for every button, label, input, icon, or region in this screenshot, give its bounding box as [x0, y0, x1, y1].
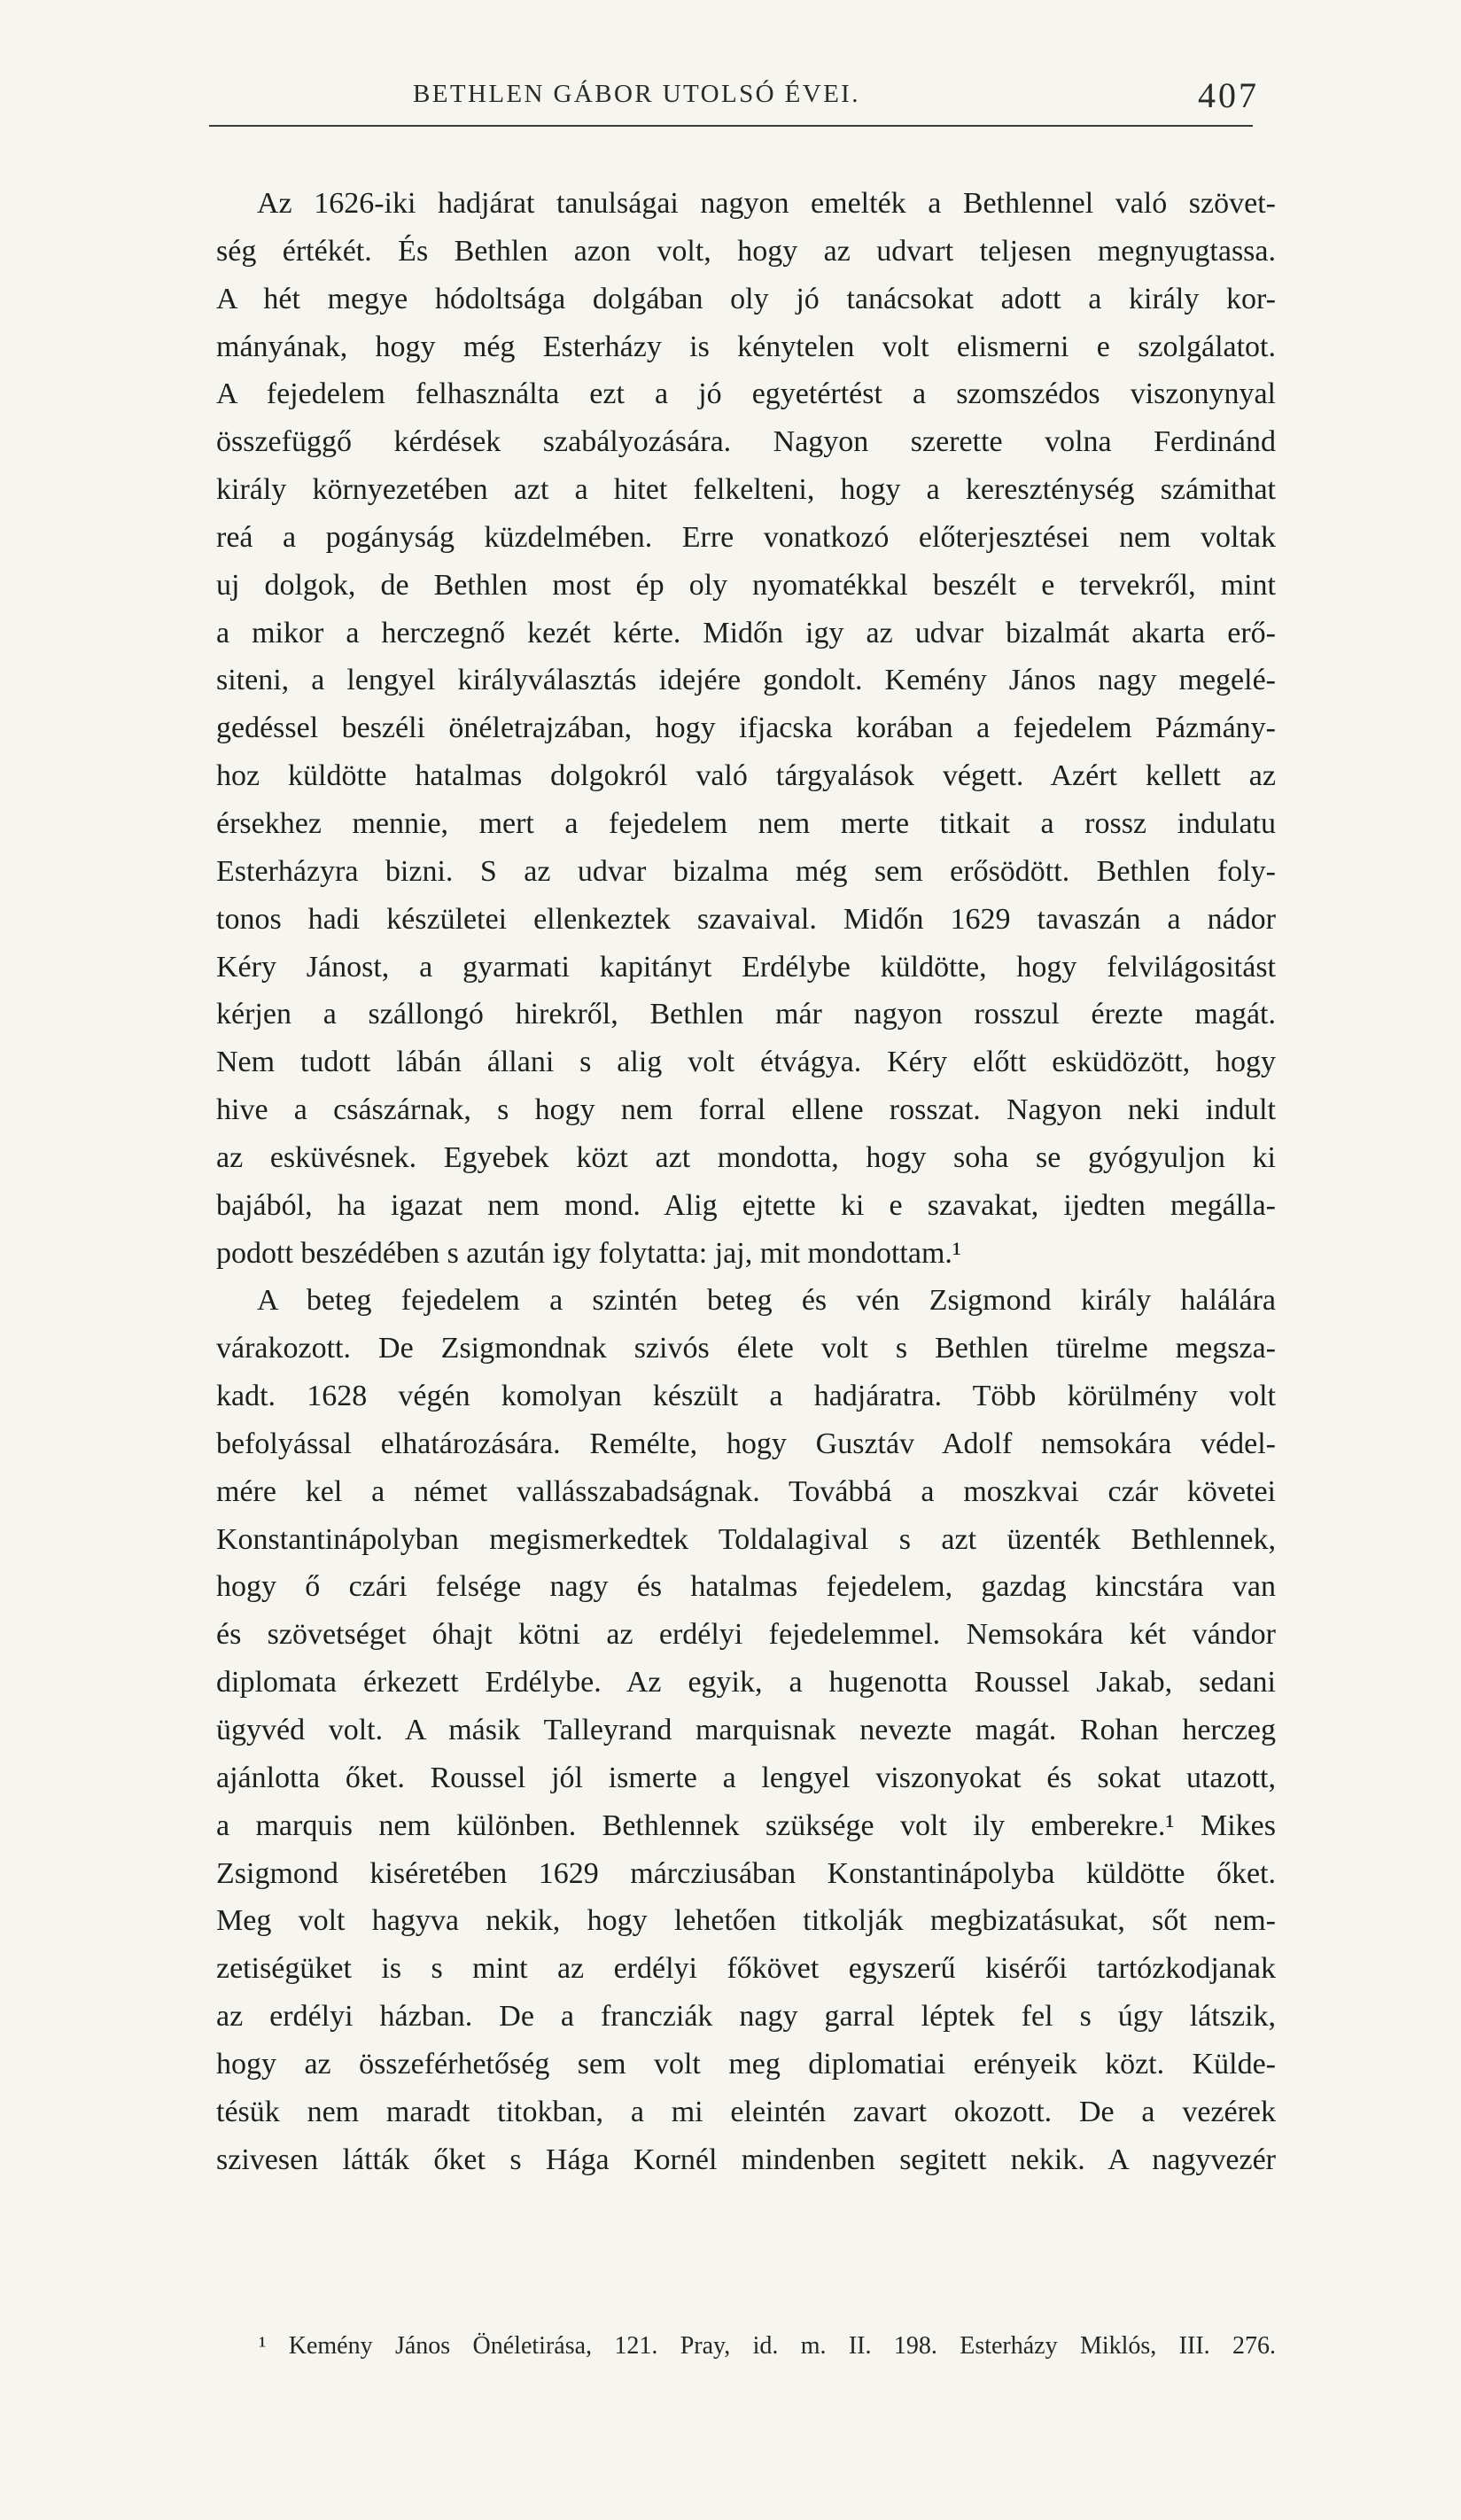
- text-line: mére kel a német vallásszabadságnak. Továbbá a moszkvai czár követei: [216, 1474, 1276, 1508]
- text-line: gedéssel beszéli önéletrajzában, hogy ifjacska korában a fejedelem Pázmány-: [216, 712, 1276, 745]
- text-line: siteni, a lengyel királyválasztás idejére gondolt. Kemény János nagy megelé-: [216, 664, 1276, 697]
- text-line: várakozott. De Zsigmondnak szivós élete volt s Bethlen türelme megsza-: [216, 1332, 1276, 1365]
- page-number: 407: [1198, 75, 1259, 115]
- text-line: reá a pogányság küzdelmében. Erre vonatkozó előterjesztései nem voltak: [216, 520, 1276, 554]
- text-line: Esterházyra bizni. S az udvar bizalma még sem erősödött. Bethlen foly-: [216, 854, 1276, 888]
- text-line: ügyvéd volt. A másik Talleyrand marquisnak nevezte magát. Rohan herczeg: [216, 1714, 1276, 1746]
- text-line: zetiségüket is s mint az erdélyi főkövet egyszerű kisérői tartózkodjanak: [216, 1952, 1276, 1986]
- text-line: hogy az összeférhetőség sem volt meg diplomatiai erényeik közt. Külde-: [216, 2047, 1276, 2081]
- text-line: Zsigmond kiséretében 1629 márcziusában Konstantinápolyba küldötte őket.: [216, 1856, 1276, 1890]
- text-line: tonos hadi készületei ellenkeztek szavaival. Midőn 1629 tavaszán a nádor: [216, 902, 1276, 936]
- text-line: és szövetséget óhajt kötni az erdélyi fejedelemmel. Nemsokára két vándor: [216, 1618, 1276, 1652]
- text-line: tésük nem maradt titokban, a mi eleintén zavart okozott. De a vezérek: [216, 2095, 1276, 2128]
- text-line: bajából, ha igazat nem mond. Alig ejtette ki e szavakat, ijedten megálla-: [216, 1188, 1276, 1222]
- text-line: ajánlotta őket. Roussel jól ismerte a lengyel viszonyokat és sokat utazott,: [216, 1761, 1276, 1794]
- text-line: a marquis nem különben. Bethlennek szüksége volt ily emberekre.¹ Mikes: [216, 1808, 1276, 1842]
- text-line: A fejedelem felhasználta ezt a jó egyetértést a szomszédos viszonynyal: [216, 377, 1276, 411]
- text-line: A hét megye hódoltsága dolgában oly jó tanácsokat adott a király kor-: [216, 282, 1276, 315]
- running-title: BETHLEN GÁBOR UTOLSÓ ÉVEI.: [413, 80, 860, 108]
- text-line: érsekhez mennie, mert a fejedelem nem merte titkait a rossz indulatu: [216, 806, 1276, 840]
- footnote: ¹ Kemény János Önéletirása, 121. Pray, id. m. II. 198. Esterházy Miklós, III. 276.: [259, 2332, 1276, 2360]
- text-line: az erdélyi házban. De a francziák nagy garral léptek fel s úgy látszik,: [216, 2000, 1276, 2034]
- text-line: hive a császárnak, s hogy nem forral ellene rosszat. Nagyon neki indult: [216, 1093, 1276, 1127]
- text-line: ség értékét. És Bethlen azon volt, hogy az udvart teljesen megnyugtassa.: [216, 234, 1276, 268]
- text-line: uj dolgok, de Bethlen most ép oly nyomatékkal beszélt e tervekről, mint: [216, 568, 1276, 602]
- text-line: szivesen látták őket s Hága Kornél mindenben segitett nekik. A nagyvezér: [216, 2143, 1276, 2176]
- text-line: mányának, hogy még Esterházy is kénytelen volt elismerni e szolgálatot.: [216, 330, 1276, 363]
- text-line: az esküvésnek. Egyebek közt azt mondotta, hogy soha se gyógyuljon ki: [216, 1140, 1276, 1174]
- text-line: diplomata érkezett Erdélybe. Az egyik, a hugenotta Roussel Jakab, sedani: [216, 1666, 1276, 1699]
- text-line: Az 1626-iki hadjárat tanulságai nagyon emelték a Bethlennel való szövet-: [257, 187, 1276, 220]
- text-line: A beteg fejedelem a szintén beteg és vén Zsigmond király halálára: [257, 1284, 1276, 1318]
- footnotes: [259, 2329, 1276, 2364]
- text-line: kadt. 1628 végén komolyan készült a hadjáratra. Több körülmény volt: [216, 1380, 1276, 1413]
- text-line: hoz küldötte hatalmas dolgokról való tárgyalások végett. Azért kellett az: [216, 759, 1276, 793]
- text-line: hogy ő czári felsége nagy és hatalmas fejedelem, gazdag kincstára van: [216, 1570, 1276, 1604]
- text-line: a mikor a herczegnő kezét kérte. Midőn igy az udvar bizalmát akarta erő-: [216, 616, 1276, 649]
- text-line: Konstantinápolyban megismerkedtek Toldalagival s azt üzenték Bethlennek,: [216, 1522, 1276, 1556]
- text-line: király környezetében azt a hitet felkelteni, hogy a kereszténység számithat: [216, 473, 1276, 507]
- running-head: [0, 71, 1461, 124]
- text-line: befolyással elhatározására. Remélte, hogy Gusztáv Adolf nemsokára védel-: [216, 1427, 1276, 1460]
- text-line: podott beszédében s azután igy folytatta: jaj, mit mondottam.¹: [216, 1236, 962, 1270]
- text-line: Nem tudott lábán állani s alig volt étvágya. Kéry előtt esküdözött, hogy: [216, 1046, 1276, 1079]
- header-rule: [209, 125, 1253, 127]
- text-line: Meg volt hagyva nekik, hogy lehetően titkolják megbizatásukat, sőt nem-: [216, 1904, 1276, 1938]
- body-text: [216, 180, 1276, 2183]
- text-line: Kéry Jánost, a gyarmati kapitányt Erdélybe küldötte, hogy felvilágositást: [216, 950, 1276, 984]
- text-line: kérjen a szállongó hirekről, Bethlen már nagyon rosszul érezte magát.: [216, 998, 1276, 1031]
- text-line: összefüggő kérdések szabályozására. Nagyon szerette volna Ferdinánd: [216, 425, 1276, 459]
